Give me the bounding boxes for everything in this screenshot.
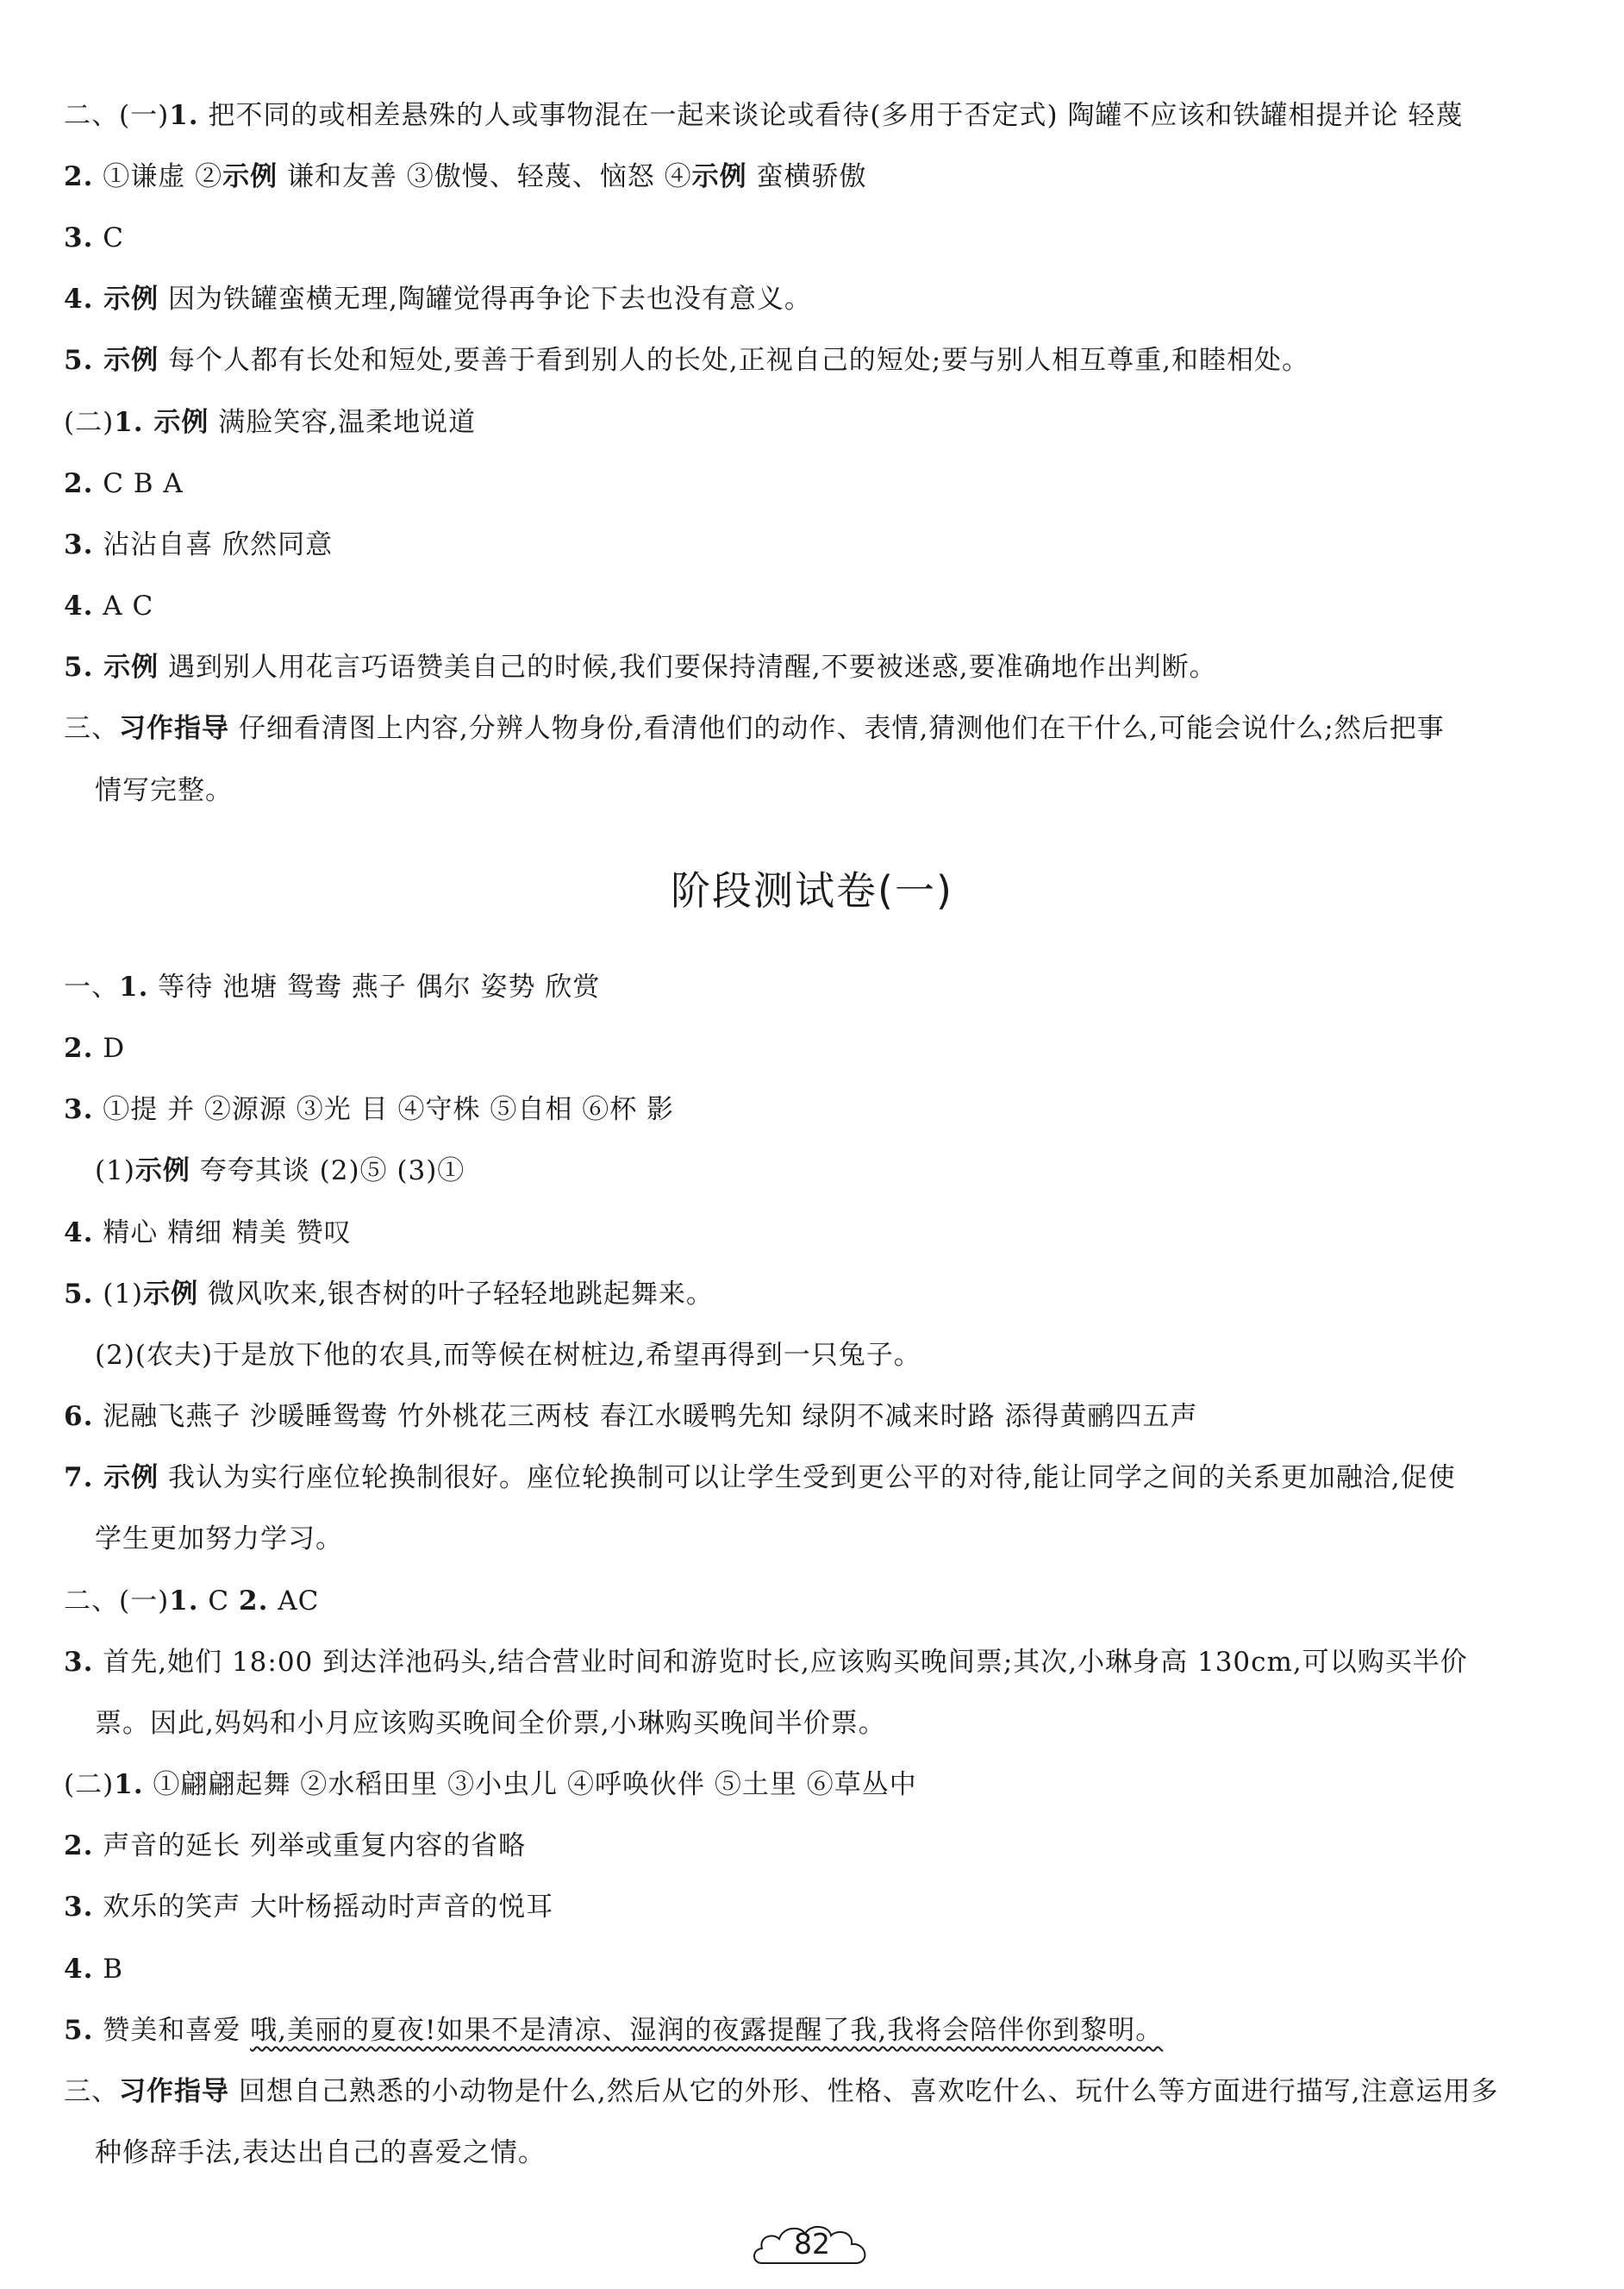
answer-line: 种修辞手法,表达出自己的喜爱之情。 (95, 2137, 546, 2168)
answer-line: 4. 精心 精细 精美 赞叹 (64, 1217, 352, 1248)
answer-line: 6. 泥融飞燕子 沙暖睡鸳鸯 竹外桃花三两枝 春江水暖鸭先知 绿阴不减来时路 添得黄鹂四五声 (64, 1401, 1198, 1432)
answer-line: 5. 示例 每个人都有长处和短处,要善于看到别人的长处,正视自己的短处;要与别人相互尊重,和睦相处。 (64, 345, 1310, 376)
answer-line: 一、1. 等待 池塘 鸳鸯 燕子 偶尔 姿势 欣赏 (64, 972, 601, 1003)
answer-line: 3. ①提 并 ②源源 ③光 目 ④守株 ⑤自相 ⑥杯 影 (64, 1094, 675, 1125)
page-number (750, 2220, 874, 2270)
answer-line: 5. (1)示例 微风吹来,银杏树的叶子轻轻地跳起舞来。 (64, 1279, 714, 1310)
answer-line: 4. 示例 因为铁罐蛮横无理,陶罐觉得再争论下去也没有意义。 (64, 284, 812, 315)
answer-line: 3. 沾沾自喜 欣然同意 (64, 529, 334, 560)
answer-line: 3. C (64, 222, 124, 253)
answer-line: 二、(一)1. C 2. AC (64, 1585, 320, 1617)
answer-line: 7. 示例 我认为实行座位轮换制很好。座位轮换制可以让学生受到更公平的对待,能让同学之间的关系更加融洽,促使 (64, 1462, 1456, 1493)
answer-line: 2. ①谦虚 ②示例 谦和友善 ③傲慢、轻蔑、恼怒 ④示例 蛮横骄傲 (64, 161, 867, 192)
wavy-underlined-sentence: 哦,美丽的夏夜!如果不是清凉、湿润的夜露提醒了我,我将会陪伴你到黎明。 (250, 2015, 1164, 2046)
answer-line: 情写完整。 (95, 775, 233, 806)
answer-line: 3. 欢乐的笑声 大叶杨摇动时声音的悦耳 (64, 1892, 554, 1923)
section-title: 阶段测试卷(一) (671, 867, 953, 914)
answer-line: 5. 示例 遇到别人用花言巧语赞美自己的时候,我们要保持清醒,不要被迷惑,要准确地作出判断。 (64, 652, 1217, 683)
answer-line: 4. B (64, 1954, 124, 1985)
answer-line: (2)(农夫)于是放下他的农具,而等候在树桩边,希望再得到一只兔子。 (95, 1340, 921, 1371)
answer-line: 二、(一)1. 把不同的或相差悬殊的人或事物混在一起来谈论或看待(多用于否定式) 陶罐不应该和铁罐相提并论 轻蔑 (64, 100, 1464, 131)
answer-line: 2. C B A (64, 468, 184, 499)
answer-line: (1)示例 夸夸其谈 (2)⑤ (3)① (95, 1155, 465, 1186)
answer-line: (二)1. 示例 满脸笑容,温柔地说道 (64, 407, 477, 438)
answer-line: 2. 声音的延长 列举或重复内容的省略 (64, 1830, 527, 1861)
answer-line: 三、习作指导 仔细看清图上内容,分辨人物身份,看清他们的动作、表情,猜测他们在干什么,可能会说什么;然后把事 (64, 713, 1445, 744)
answer-line: 学生更加努力学习。 (95, 1523, 343, 1554)
answer-line: (二)1. ①翩翩起舞 ②水稻田里 ③小虫儿 ④呼唤伙伴 ⑤土里 ⑥草丛中 (64, 1769, 917, 1800)
answer-line: 4. A C (64, 591, 154, 622)
answer-line: 5. 赞美和喜爱 哦,美丽的夏夜!如果不是清凉、湿润的夜露提醒了我,我将会陪伴你到黎明。 (64, 2015, 1164, 2046)
answer-line: 3. 首先,她们 18:00 到达洋池码头,结合营业时间和游览时长,应该购买晚间票;其次,小琳身高 130cm,可以购买半价 (64, 1647, 1468, 1678)
answer-line: 2. D (64, 1033, 126, 1064)
page-number-text: 82 (794, 2227, 830, 2261)
answer-line: 票。因此,妈妈和小月应该购买晚间全价票,小琳购买晚间半价票。 (95, 1708, 886, 1739)
answer-line: 三、习作指导 回想自己熟悉的小动物是什么,然后从它的外形、性格、喜欢吃什么、玩什么等方面进行描写,注意运用多 (64, 2076, 1499, 2107)
